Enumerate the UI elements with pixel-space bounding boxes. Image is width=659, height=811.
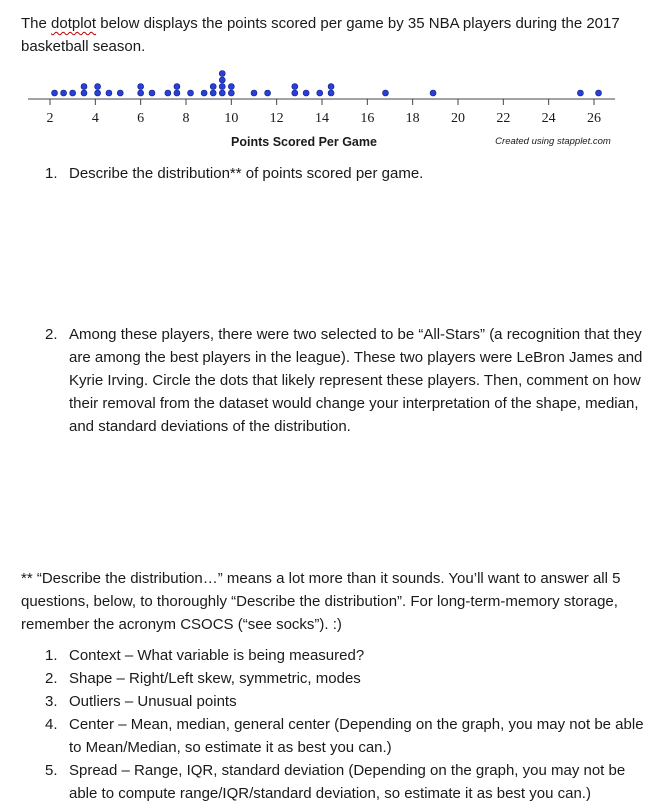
- x-tick-label: 2: [46, 111, 54, 126]
- data-dot: [70, 90, 76, 96]
- data-dot: [81, 84, 87, 90]
- x-tick-label: 8: [182, 111, 190, 126]
- csocs-item-text: Shape – Right/Left skew, symmetric, modes: [69, 670, 361, 687]
- x-tick-label: 16: [360, 111, 375, 126]
- csocs-item-text: Spread – Range, IQR, standard deviation (Depending on the graph, you may not be able to compute range/IQR/standard deviation, so estimate it as best you can.): [69, 762, 626, 802]
- question-1: [0, 162, 644, 185]
- data-dot: [174, 84, 180, 90]
- data-dot: [228, 90, 234, 96]
- intro-text-start: The: [21, 15, 52, 32]
- data-dot: [219, 90, 225, 96]
- x-tick-label: 26: [587, 111, 601, 126]
- csocs-item-outliers: [0, 690, 644, 713]
- x-tick-label: 22: [496, 111, 511, 126]
- x-tick-label: 12: [269, 111, 284, 126]
- data-dot: [61, 90, 67, 96]
- csocs-item-text: Outliers – Unusual points: [69, 693, 237, 710]
- data-dot: [292, 84, 298, 90]
- csocs-item-text: Context – What variable is being measured?: [69, 647, 365, 664]
- dotplot-chart: [0, 60, 659, 160]
- question-2-text: Among these players, there were two selected to be “All-Stars” (a recognition that they are among the best players in the league). These two players were LeBron James and Kyrie Irving. Circle the dots that likely represent these players. Then, comment on how their removal from the dataset would change your interpretation of the shape, median, and standard deviations of the distribution.: [69, 326, 643, 435]
- x-tick-label: 20: [451, 111, 465, 126]
- csocs-item-number: 3.: [45, 693, 58, 710]
- data-dot: [210, 84, 216, 90]
- csocs-item-number: 2.: [45, 670, 58, 687]
- x-tick-label: 4: [91, 111, 99, 126]
- data-dot: [219, 77, 225, 83]
- data-dot: [292, 90, 298, 96]
- x-tick-label: 18: [405, 111, 420, 126]
- csocs-item-shape: [0, 667, 644, 690]
- question-2-list: [0, 323, 644, 438]
- data-dot: [138, 90, 144, 96]
- csocs-item-center: [0, 713, 644, 759]
- footnote-paragraph: ** “Describe the distribution…” means a lot more than it sounds. You’ll want to answer all 5 questions, below, to thoroughly “Describe the distribution”. For long-term-memory storage, remember the acronym CSOCS (“see socks”). :): [21, 570, 621, 633]
- csocs-item-text: Center – Mean, median, general center (Depending on the graph, you may not be able to Mean/Median, so estimate it as best you can.): [69, 716, 644, 756]
- question-2: [0, 323, 644, 438]
- data-dot: [149, 90, 155, 96]
- x-tick-label: 6: [137, 111, 145, 126]
- data-dot: [117, 90, 123, 96]
- data-dot: [596, 90, 602, 96]
- data-dot: [138, 84, 144, 90]
- data-dot: [430, 90, 436, 96]
- question-2-number: 2.: [45, 326, 58, 343]
- x-tick-label: 14: [315, 111, 329, 126]
- csocs-item-spread: [0, 759, 644, 805]
- data-dot: [95, 90, 101, 96]
- x-tick-label: 24: [541, 111, 556, 126]
- data-dot: [219, 71, 225, 77]
- data-dot: [219, 84, 225, 90]
- question-1-number: 1.: [45, 165, 58, 182]
- data-dot: [228, 84, 234, 90]
- csocs-item-number: 1.: [45, 647, 58, 664]
- data-dot: [382, 90, 388, 96]
- data-dot: [52, 90, 58, 96]
- data-dot: [210, 90, 216, 96]
- csocs-item-number: 5.: [45, 762, 58, 779]
- data-dot: [251, 90, 257, 96]
- csocs-item-context: [0, 644, 644, 667]
- csocs-list: [0, 644, 644, 805]
- data-dot: [95, 84, 101, 90]
- data-dot: [328, 84, 334, 90]
- question-1-text: Describe the distribution** of points scored per game.: [69, 165, 424, 182]
- intro-word-dotplot: dotplot: [51, 15, 97, 32]
- data-dot: [328, 90, 334, 96]
- data-dot: [174, 90, 180, 96]
- chart-credit: Created using stapplet.com: [495, 136, 611, 147]
- intro-paragraph: [21, 12, 651, 58]
- data-dot: [188, 90, 194, 96]
- x-axis-label: Points Scored Per Game: [231, 135, 377, 149]
- question-1-list: [0, 162, 644, 185]
- x-tick-label: 10: [224, 111, 239, 126]
- dotplot-dots: [52, 71, 602, 97]
- data-dot: [303, 90, 309, 96]
- x-axis-ticks: [47, 99, 602, 126]
- data-dot: [577, 90, 583, 96]
- data-dot: [106, 90, 112, 96]
- intro-text-rest: below displays the points scored per game by 35 NBA players during the 2017 basketball season.: [21, 15, 620, 55]
- csocs-item-number: 4.: [45, 716, 58, 733]
- data-dot: [201, 90, 207, 96]
- data-dot: [165, 90, 171, 96]
- data-dot: [265, 90, 271, 96]
- data-dot: [317, 90, 323, 96]
- data-dot: [81, 90, 87, 96]
